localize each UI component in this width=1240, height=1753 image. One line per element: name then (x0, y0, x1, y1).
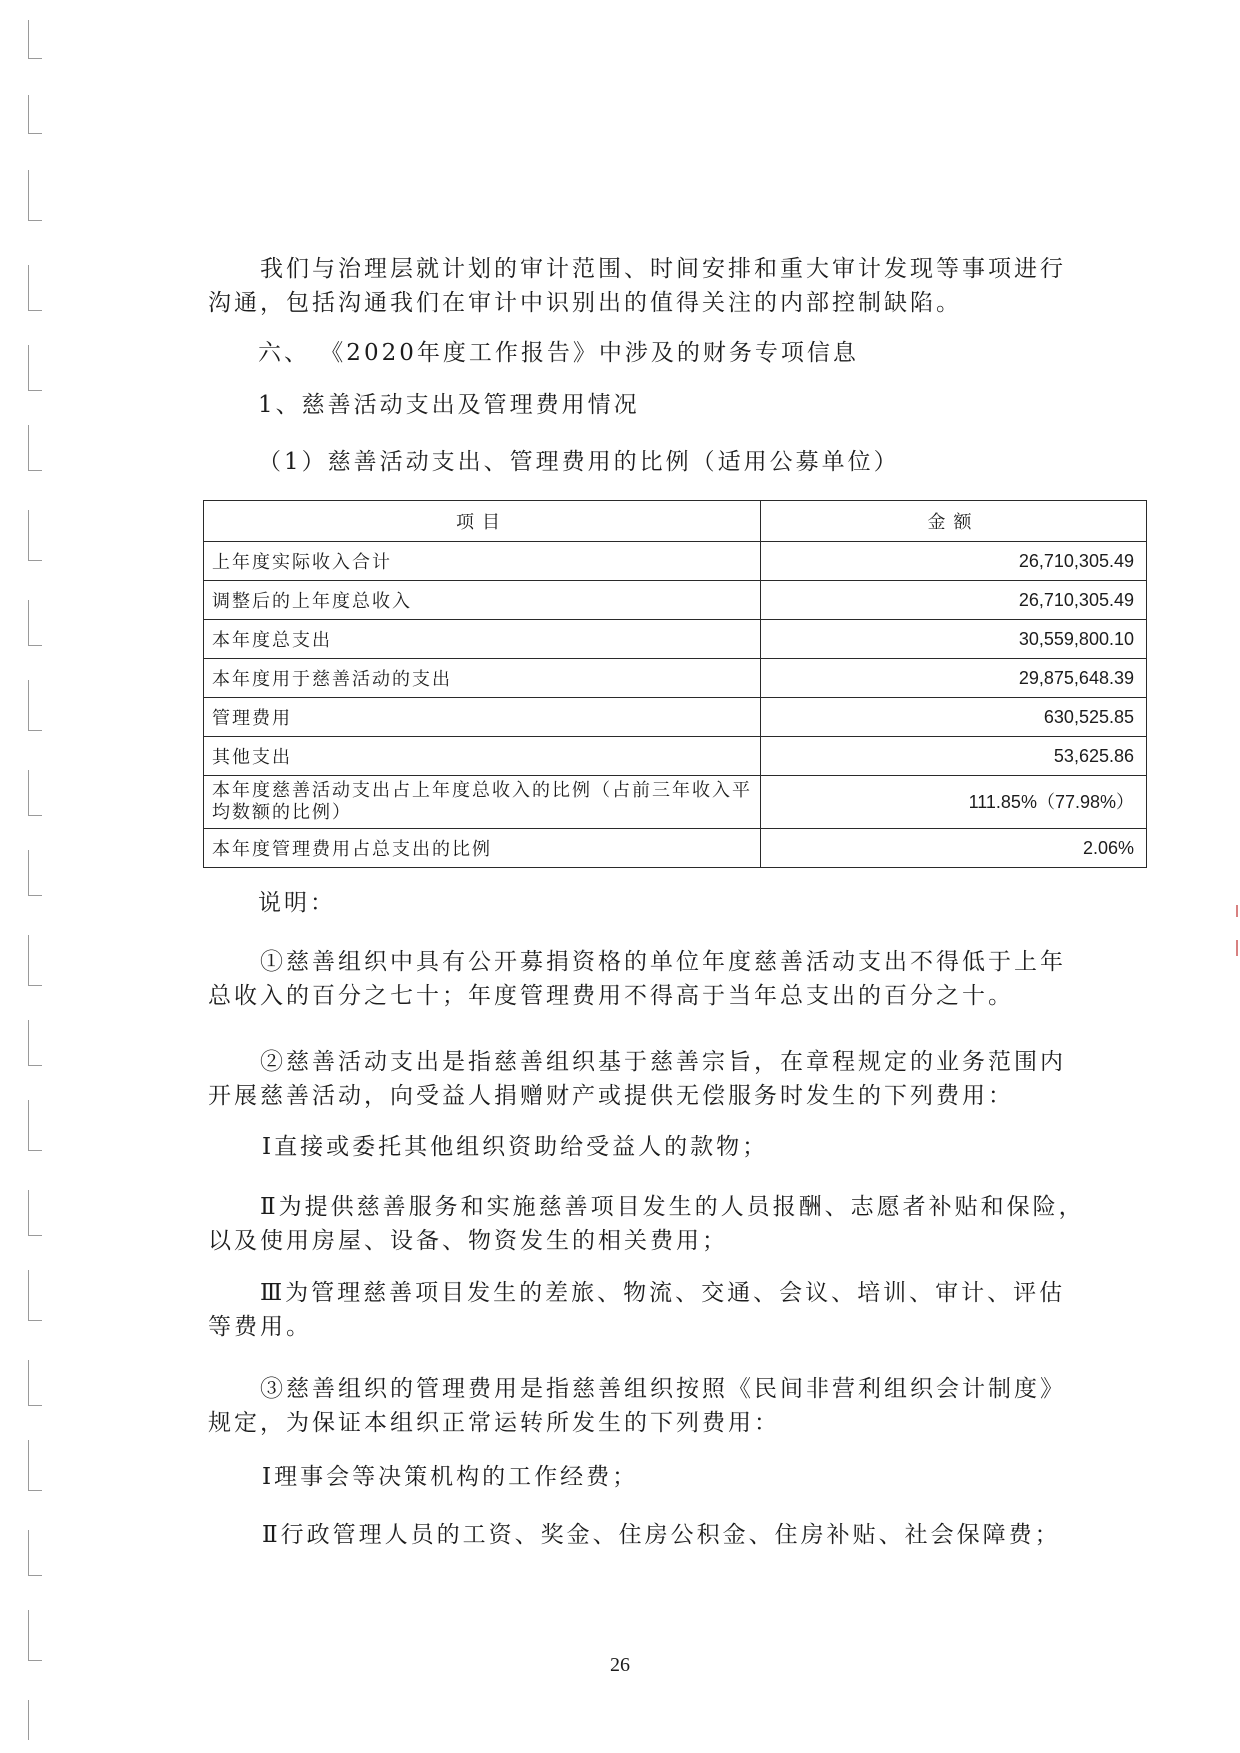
row-amount: 26,710,305.49 (761, 581, 1147, 620)
row-item: 调整后的上年度总收入 (204, 581, 761, 620)
table-caption: （1）慈善活动支出、管理费用的比例（适用公募单位） (258, 449, 900, 475)
row-amount: 2.06% (761, 829, 1147, 868)
row-item: 本年度用于慈善活动的支出 (204, 659, 761, 698)
audit-communication-paragraph: 我们与治理层就计划的审计范围、时间安排和重大审计发现等事项进行沟通，包括沟通我们在审计中识别出的值得关注的内部控制缺陷。 (208, 256, 1066, 316)
row-amount: 26,710,305.49 (761, 542, 1147, 581)
binding-marks (28, 0, 48, 1753)
table-row (204, 659, 1147, 698)
note-3: ③慈善组织的管理费用是指慈善组织按照《民间非营利组织会计制度》规定，为保证本组织正常运转所发生的下列费用： (208, 1376, 1066, 1436)
note-2-item-i: Ⅰ直接或委托其他组织资助给受益人的款物； (262, 1134, 769, 1160)
page-number: 26 (610, 1654, 630, 1676)
row-item: 管理费用 (204, 698, 761, 737)
table-row (204, 581, 1147, 620)
row-amount: 630,525.85 (761, 698, 1147, 737)
row-item: 本年度慈善活动支出占上年度总收入的比例（占前三年收入平均数额的比例） (204, 776, 761, 829)
subsection-heading: 1、慈善活动支出及管理费用情况 (258, 392, 640, 418)
scan-mark (1236, 905, 1238, 917)
note-1: ①慈善组织中具有公开募捐资格的单位年度慈善活动支出不得低于上年总收入的百分之七十；年度管理费用不得高于当年总支出的百分之十。 (208, 949, 1066, 1009)
header-item: 项目 (204, 501, 761, 542)
note-2: ②慈善活动支出是指慈善组织基于慈善宗旨，在章程规定的业务范围内开展慈善活动，向受益人捐赠财产或提供无偿服务时发生的下列费用： (208, 1049, 1066, 1109)
row-amount: 29,875,648.39 (761, 659, 1147, 698)
table-header-row (204, 501, 1147, 542)
table-row (204, 776, 1147, 829)
note-2-item-ii: Ⅱ为提供慈善服务和实施慈善项目发生的人员报酬、志愿者补贴和保险，以及使用房屋、设备、物资发生的相关费用； (208, 1194, 1085, 1254)
row-amount: 111.85%（77.98%） (761, 776, 1147, 829)
note-3-item-i: Ⅰ理事会等决策机构的工作经费； (262, 1464, 639, 1490)
table-row (204, 698, 1147, 737)
table-row (204, 737, 1147, 776)
header-amount: 金额 (761, 501, 1147, 542)
row-item: 其他支出 (204, 737, 761, 776)
row-item: 上年度实际收入合计 (204, 542, 761, 581)
table-row (204, 829, 1147, 868)
row-amount: 53,625.86 (761, 737, 1147, 776)
row-amount: 30,559,800.10 (761, 620, 1147, 659)
financial-ratio-table (203, 500, 1147, 868)
scan-mark (1236, 940, 1238, 956)
notes-title: 说明： (258, 890, 336, 916)
row-item: 本年度总支出 (204, 620, 761, 659)
section-heading: 六、 《2020年度工作报告》中涉及的财务专项信息 (258, 340, 859, 366)
table-row (204, 542, 1147, 581)
note-3-item-ii: Ⅱ行政管理人员的工资、奖金、住房公积金、住房补贴、社会保障费； (262, 1522, 1061, 1548)
note-2-item-iii: Ⅲ为管理慈善项目发生的差旅、物流、交通、会议、培训、审计、评估等费用。 (208, 1280, 1066, 1340)
table-row (204, 620, 1147, 659)
row-item: 本年度管理费用占总支出的比例 (204, 829, 761, 868)
